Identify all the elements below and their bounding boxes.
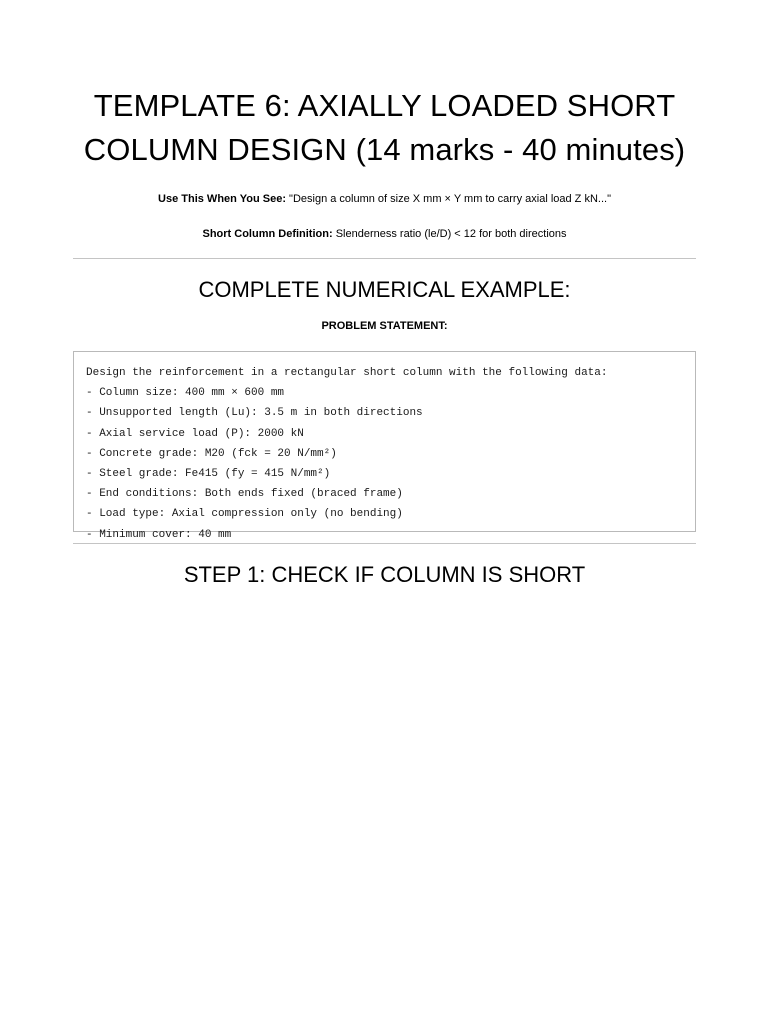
problem-line: Design the reinforcement in a rectangular short column with the following data: <box>86 367 608 379</box>
page-title: TEMPLATE 6: AXIALLY LOADED SHORT COLUMN DESIGN (14 marks - 40 minutes) <box>83 88 686 167</box>
problem-line: - Concrete grade: M20 (fck = 20 N/mm²) <box>86 447 337 460</box>
use-when-label: Use This When You See: <box>158 193 286 205</box>
problem-line: - Axial service load (P): 2000 kN <box>86 427 304 440</box>
use-when-text: "Design a column of size X mm × Y mm to carry axial load Z kN..." <box>285 193 611 205</box>
problem-line: - Load type: Axial compression only (no bending) <box>86 508 403 521</box>
step1-heading: STEP 1: CHECK IF COLUMN IS SHORT <box>183 562 586 587</box>
problem-line: - Steel grade: Fe415 (fy = 415 N/mm²) <box>86 468 331 481</box>
short-column-definition <box>73 227 696 241</box>
divider <box>73 258 696 259</box>
problem-line: - End conditions: Both ends fixed (braced frame) <box>86 488 403 501</box>
short-column-text: Slenderness ratio (le/D) < 12 for both directions <box>332 228 567 240</box>
problem-statement-box <box>73 351 696 541</box>
document-page <box>73 0 696 588</box>
short-column-label: Short Column Definition: <box>202 228 333 240</box>
problem-line: - Column size: 400 mm × 600 mm <box>86 387 285 400</box>
use-when-note <box>73 192 696 206</box>
problem-line: - Unsupported length (Lu): 3.5 m in both directions <box>86 407 423 420</box>
problem-statement-heading: PROBLEM STATEMENT: <box>321 320 448 332</box>
problem-line: - Minimum cover: 40 mm <box>86 528 232 541</box>
example-heading: COMPLETE NUMERICAL EXAMPLE: <box>198 277 571 302</box>
